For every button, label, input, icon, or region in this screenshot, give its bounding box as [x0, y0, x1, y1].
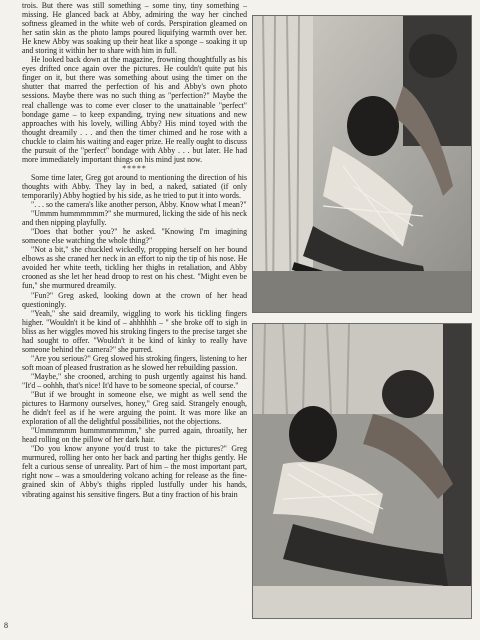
paragraph: He looked back down at the magazine, frowning thoughtfully as his eyes drifted once again over the pictures. He couldn't quite put his finger on it, but there was something about using the timer on the shutter that marred the perfection of his and Abby's own photo sessions. Maybe there was no such thing as "perfection?" Maybe the real challenge was to come ever closer to the unattainable "perfect" bondage game – to keep expanding, trying new situations and new approaches with his lovely, willing Abby? His mind toyed with the thought dreamily . . . and then the timer chimed and he rose with a chuckle to claim his waiting and eager prize. He really ought to discuss the pursuit of the "perfect" bondage with Abby . . . but later. He had more immediately important things on his mind just now.	[22, 55, 247, 164]
paragraph: "Do you know anyone you'd trust to take the pictures?" Greg murmured, rolling her onto her back and parting her thighs gently. He felt a curious sense of unreality. Part of him – the most important part, right now – was a smouldering volcano aching for release as the fine-grained skin of Abby's thighs rippled lustfully under his hands, vibrating against his sensitive fingers. But a tiny fraction of his brain	[22, 444, 247, 499]
paragraph: Some time later, Greg got around to mentioning the direction of his thoughts with Abby. They lay in bed, a naked, satiated (if only temporarily) Abby hogtied by his side, as he tried to put it into words.	[22, 172, 247, 200]
paragraph: ". . . so the camera's like another person, Abby. Know what I mean?"	[31, 200, 247, 210]
photo-bottom-image	[253, 324, 471, 618]
paragraph: trois. But there was still something – some tiny, tiny something – missing. He glanced back at Abby, admiring the way her cinched softness gleamed in the white web of cords. Perspiration gleamed on her satin skin as the photo lamps poured liquifying warmth over her. He knew Abby was soaking up their heat like a sponge – soaking it up and storing it within her to share with him in full.	[22, 1, 247, 56]
photo-top-image	[253, 16, 471, 312]
photo-top	[252, 15, 472, 313]
section-break: *****	[122, 163, 147, 173]
text-column	[22, 1, 247, 499]
paragraph: "Ummmmmm hummmmmmmm," she purred again, throatily, her head rolling on the pillow of her dark hair.	[22, 426, 247, 445]
paragraph: "Ummm hummmmmm?" she murmured, licking the side of his neck and then nipping playfully.	[22, 209, 247, 228]
page-number: 8	[4, 621, 8, 630]
paragraph: "Not a bit," she chuckled wickedly, propping herself on her bound elbows as she craned her neck in an effort to nip the tip of his nose. He avoided her white teeth, tickling her thighs in retaliation, and Abby crooned as she let her head droop to rest on his chest. "Might even be fun," she murmured dreamily.	[22, 245, 247, 291]
photo-bottom	[252, 323, 472, 619]
paragraph: "Does that bother you?" he asked. "Knowing I'm imagining someone else watching the whole thing?"	[22, 227, 247, 246]
paragraph: "Maybe," she crooned, arching to push urgently against his hand. "It'd – oohhh, that's nice! It'd have to be someone special, of course."	[22, 371, 247, 390]
paragraph: "Yeah," she said dreamily, wiggling to work his tickling fingers higher. "Wouldn't it be kind of – ahhhhhh – " she broke off to sigh in bliss as her wiggles moved his stroking fingers to the precise target she had sought to offer. "Wouldn't it be kind of kinky to really have someone behind the camera?" she purred.	[22, 308, 247, 354]
paragraph: "Fun?" Greg asked, looking down at the crown of her head questioningly.	[22, 290, 247, 309]
paragraph: "But if we brought in someone else, we might as well send the pictures to Harmony ourselves, honey," Greg said. Strangely enough, he didn't feel as if he were arguing the point. It was more like an exploration of all the delightful possibilities, not the objections.	[22, 390, 247, 427]
paragraph: "Are you serious?" Greg slowed his stroking fingers, listening to her soft moan of pleased frustration as he slowed her rebuilding passion.	[22, 353, 247, 372]
